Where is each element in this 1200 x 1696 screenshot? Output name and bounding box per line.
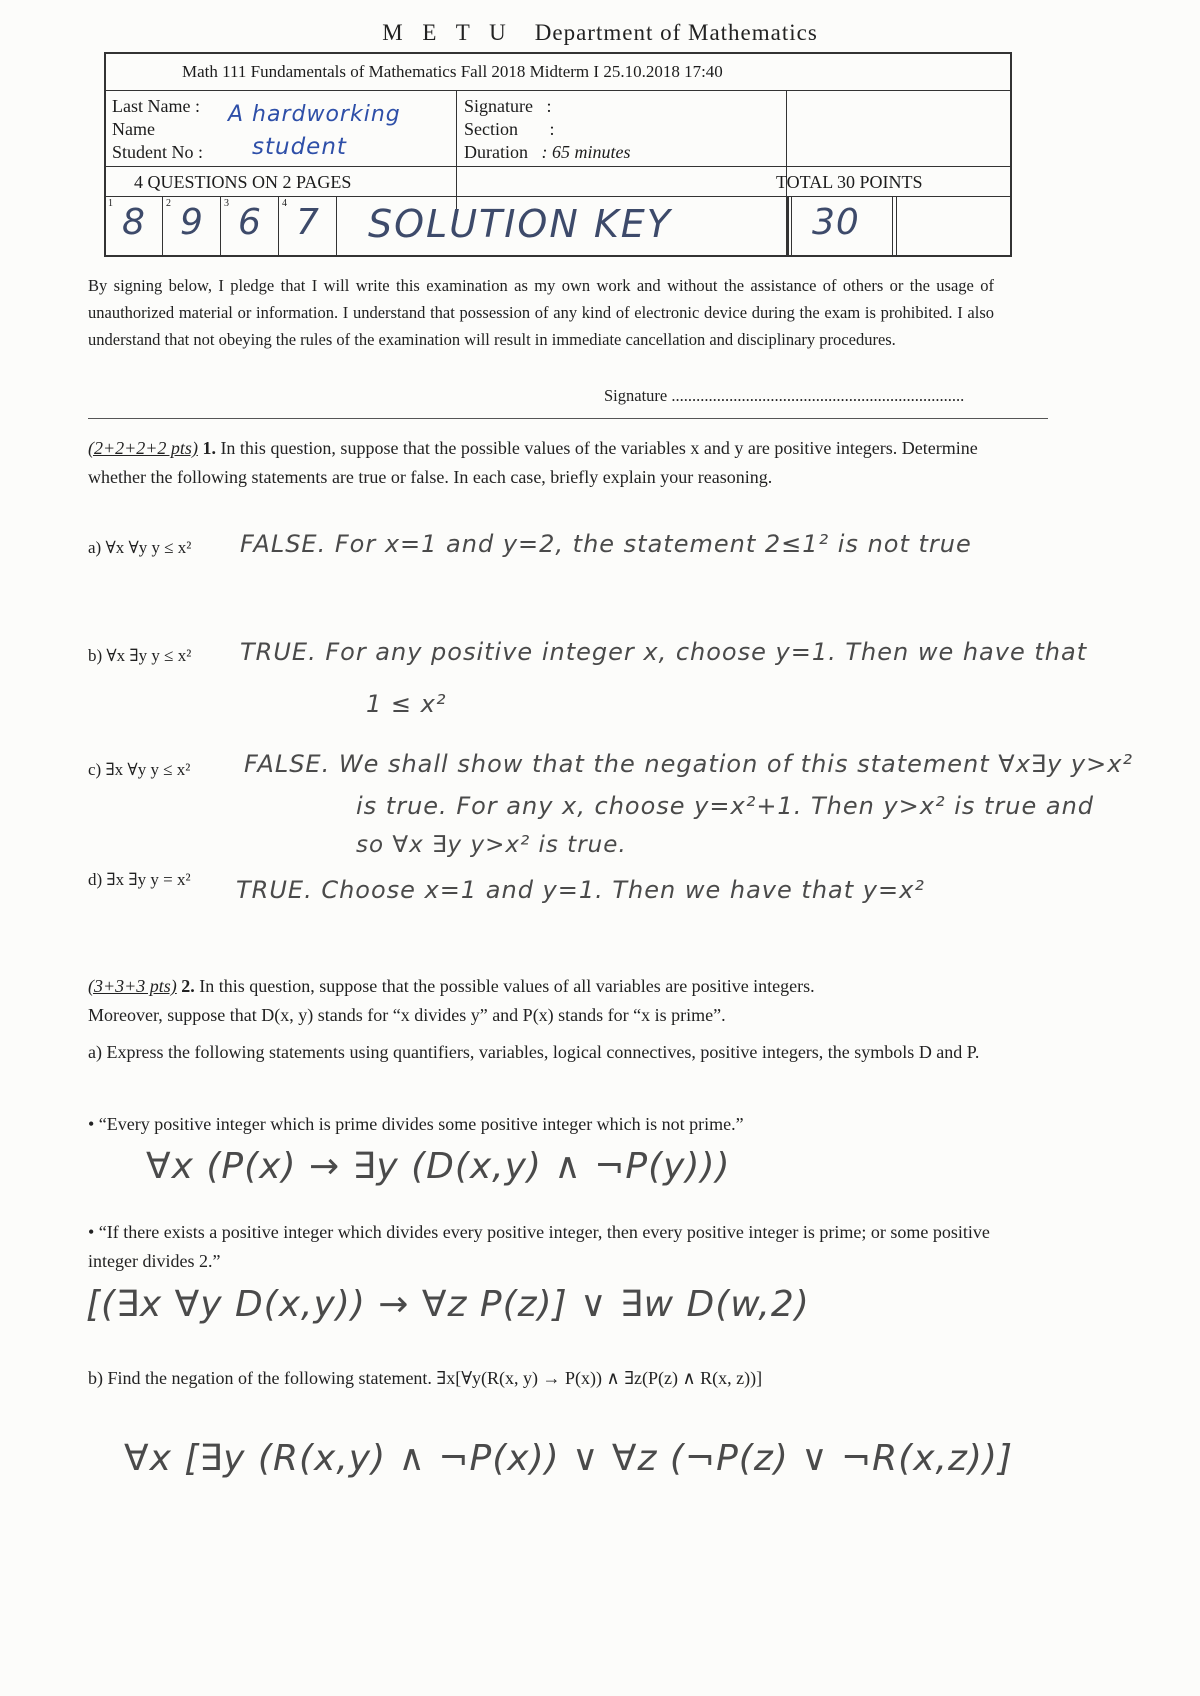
question-1-text: In this question, suppose that the possible values of the variables x and y are positive integers. Determine whether the following statements are true or false. In each case, briefly explain your reasoning. [88, 438, 978, 487]
section-divider [88, 418, 1048, 419]
question-1-number: 1. [202, 438, 216, 458]
q2-answer-1: ∀x (P(x) → ∃y (D(x,y) ∧ ¬P(y))) [146, 1146, 731, 1187]
question-2-prompt [88, 972, 998, 1001]
question-2-text-line1: In this question, suppose that the possible values of all variables are positive integers. [199, 976, 815, 996]
q1-part-b-answer-line1: TRUE. For any positive integer x, choose y=1. Then we have that [240, 638, 1088, 666]
honor-pledge: By signing below, I pledge that I will write this examination as my own work and without the assistance of others or the usage of unauthorized material or information. I understand that possession of any kind of electronic device during the exam is prohibited. I also understand that not obeying the rules of the examination will result in immediate cancellation and disciplinary procedures. [88, 276, 994, 349]
handwritten-student: student [252, 134, 347, 160]
section-label: Section : [464, 119, 555, 139]
score-num-4: 4 [282, 198, 287, 209]
total-score: 30 [812, 202, 860, 243]
q2-answer-3: ∀x [∃y (R(x,y) ∧ ¬P(x)) ∨ ∀z (¬P(z) ∨ ¬R(x,z))] [124, 1438, 1014, 1479]
score-value-3: 6 [238, 202, 262, 243]
score-num-3: 3 [224, 198, 229, 209]
total-points: TOTAL 30 POINTS [776, 172, 923, 192]
q1-part-c-answer-line3: so ∀x ∃y y>x² is true. [356, 832, 627, 858]
question-1-points: (2+2+2+2 pts) [88, 438, 198, 458]
q1-part-c-answer-line2: is true. For any x, choose y=x²+1. Then y>x² is true and [356, 792, 1095, 820]
student-no-label: Student No : [112, 142, 204, 162]
last-name-label: Last Name : [112, 96, 200, 116]
question-2-text-line2: Moreover, suppose that D(x, y) stands for “x divides y” and P(x) stands for “x is prime”. [88, 1005, 726, 1025]
q1-part-c-answer-line1: FALSE. We shall show that the negation of this statement ∀x∃y y>x² [244, 750, 1134, 778]
q2-part-b-text: b) Find the negation of the following statement. ∃x[∀y(R(x, y) → P(x)) ∧ ∃z(P(z) ∧ R(x, z))] [88, 1368, 763, 1388]
q1-part-b-label: b) ∀x ∃y y ≤ x² [88, 646, 192, 665]
q2-part-a-text: a) Express the following statements using quantifiers, variables, logical connectives, positive integers, the symbols D and P. [88, 1042, 980, 1062]
question-2-number: 2. [181, 976, 195, 996]
q1-part-a-label: a) ∀x ∀y y ≤ x² [88, 538, 192, 557]
question-1-prompt [88, 434, 994, 492]
department-name: Department of Mathematics [534, 20, 818, 45]
q1-part-a-answer: FALSE. For x=1 and y=2, the statement 2≤1² is not true [240, 530, 972, 558]
score-num-2: 2 [166, 198, 171, 209]
pledge-signature-line: Signature ....................................................................... [604, 386, 965, 405]
score-value-1: 8 [122, 202, 146, 243]
question-2-points: (3+3+3 pts) [88, 976, 177, 996]
name-label: Name [112, 119, 155, 139]
score-value-4: 7 [296, 202, 320, 243]
solution-key-title: SOLUTION KEY [368, 202, 672, 246]
q2-answer-2: [(∃x ∀y D(x,y)) → ∀z P(z)] ∨ ∃w D(w,2) [86, 1284, 810, 1325]
exam-info-table [104, 52, 1012, 257]
q2-bullet-2: • “If there exists a positive integer which divides every positive integer, then every positive integer is prime; or some positive integer divides 2.” [88, 1222, 990, 1271]
page-header [0, 20, 1200, 46]
course-line: Math 111 Fundamentals of Mathematics Fall 2018 Midterm I 25.10.2018 17:40 [182, 62, 723, 81]
q1-part-d-answer: TRUE. Choose x=1 and y=1. Then we have that y=x² [236, 876, 925, 904]
institution-name: M E T U [382, 20, 513, 45]
handwritten-name: A hardworking [228, 102, 401, 127]
signature-label: Signature : [464, 96, 552, 116]
score-num-1: 1 [108, 198, 113, 209]
q1-part-b-answer-line2: 1 ≤ x² [366, 690, 447, 718]
score-value-2: 9 [180, 202, 204, 243]
q1-part-c-label: c) ∃x ∀y y ≤ x² [88, 760, 191, 779]
questions-info: 4 QUESTIONS ON 2 PAGES [134, 172, 352, 192]
duration-label: Duration : 65 minutes [464, 142, 631, 162]
q2-bullet-1: • “Every positive integer which is prime divides some positive integer which is not prime.” [88, 1114, 744, 1134]
q1-part-d-label: d) ∃x ∃y y = x² [88, 870, 191, 889]
